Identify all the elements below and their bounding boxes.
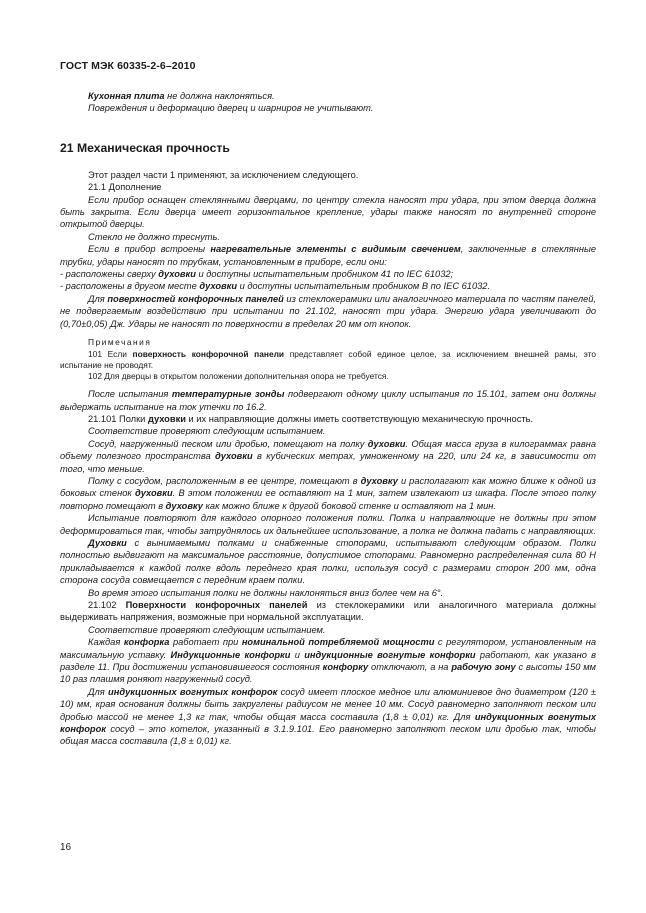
body-paragraph: 21.102 Поверхности конфорочных панелей из стеклокерамики или аналогичного материала должны выдерживать напряжения, возможные при нормальной эксплуатации. [60,600,596,623]
body-paragraph: Каждая конфорка работает при номинальной потребляемой мощности с регулятором, установленным на максимальную уставку. Индукционные конфорки и индукционные вогнутые конфорки работают, как указано в разделе 11. При достижении установившегося состояния конфорку отключают, а на рабочую зону с высоты 150 мм 10 раз плашмя роняют нагруженный сосуд. [60,637,597,685]
page-number: 16 [60,842,72,853]
body-paragraph: Соответствие проверяют следующим испытанием. [88,426,326,437]
document-header: ГОСТ МЭК 60335-2-6–2010 [60,60,196,72]
body-paragraph: Духовки с вынимаемыми полками и снабженные стопорами, испытывают следующим образом. Полки полностью выдвигают на максимальное расстояние, допустимое стопорами. Равномерно распределенная сила 80 Н прикладывается к каждой полке вдоль переднего края полки, используя сосуд с размерами сторон 200 мм, одна сторона сосуда совмещается с передним краем полки. [60,537,596,586]
body-paragraph: Сосуд, нагруженный песком или дробью, помещают на полку духовки. Общая масса груза в килограммах равна объему полезного пространства духовки в кубических метрах, умноженному на 220, или 24 кг, в зависимости от того, что меньше. [60,438,596,474]
body-paragraph: Испытание повторяют для каждого опорного положения полки. Полка и направляющие не должны при этом деформироваться так, чтобы затруднялось их дальнейшее использование, а полка не должна падать с направляющих. [60,513,596,536]
body-paragraph: - расположены сверху духовки и доступны испытательным пробником 41 по IEC 61032; [60,269,454,280]
note-paragraph: 101 Если поверхность конфорочной панели представляет собой единое целое, за исключением внешней рамы, это испытание не проводят. [60,348,596,370]
document-body [60,90,596,748]
body-paragraph: После испытания температурные зонды подвергают одному циклу испытания по 15.101, затем они должны выдержать испытание на ток утечки по 16.2. [60,389,596,412]
body-paragraph: Если в прибор встроены нагревательные элементы с видимым свечением, заключенные в стеклянные трубки, удары наносят по трубкам, установленным в приборе, если они: [60,244,596,267]
body-paragraph: Кухонная плита не должна наклоняться. [88,91,275,101]
note-paragraph: 102 Для дверцы в открытом положении дополнительная опора не требуется. [88,370,389,381]
note-paragraph: Примечания [88,337,152,348]
body-paragraph: Повреждения и деформацию дверец и шарниров не учитывают. [88,103,374,114]
section-heading: 21 Механическая прочность [60,140,230,155]
body-paragraph: Стекло не должно треснуть. [88,231,221,242]
body-paragraph: Во время этого испытания полки не должны наклоняться вниз более чем на 6°. [88,587,444,598]
body-paragraph: Этот раздел части 1 применяют, за исключением следующего. [88,169,359,180]
body-paragraph: 21.101 Полки духовки и их направляющие должны иметь соответствующую механическую прочность. [88,413,534,424]
body-paragraph: Если прибор оснащен стеклянными дверцами, по центру стекла наносят три удара, при этом дверца должна быть закрыта. Если дверца имеет горизонтальное крепление, удары также наносят по внутренней стороне открытой дверцы. [60,194,596,230]
body-paragraph: Полку с сосудом, расположенным в ее центре, помещают в духовку и располагают как можно ближе к одной из боковых стенок духовки. В этом положении ее оставляют на 1 мин, затем извлекают из шкафа. После этого полку повторно помещают в духовку как можно ближе к другой боковой стенке и оставляют на 1 мин. [60,475,596,511]
body-paragraph: Для индукционных вогнутых конфорок сосуд имеет плоское медное или алюминиевое дно диаметром (120 ± 10) мм, края основания должны быть закруглены радиусом не менее 10 мм. Сосуд равномерно заполняют песком или дробью массой не менее 1,3 кг так, чтобы общая масса составила (1,8 ± 0,01) кг. Для индукционных вогнутых конфорок сосуд – это котелок, указанный в 3.1.9.101. Его равномерно заполняют песком или дробью так, чтобы общая масса составила (1,8 ± 0,01) кг. [60,686,596,747]
body-paragraph: Для поверхностей конфорочных панелей из стеклокерамики или аналогичного материала по частям панелей, не подвергаемым воздействию при испытании по 21.102, наносят три удара. Энергию удара увеличивают до (0,70±0,05) Дж. Удары не наносят по поверхности в пределах 20 мм от кнопок. [60,293,596,329]
body-paragraph: 21.1 Дополнение [88,182,162,193]
body-paragraph: Соответствие проверяют следующим испытанием. [88,624,326,635]
body-paragraph: - расположены в другом месте духовки и доступны испытательным пробником B по IEC 61032. [60,281,491,292]
